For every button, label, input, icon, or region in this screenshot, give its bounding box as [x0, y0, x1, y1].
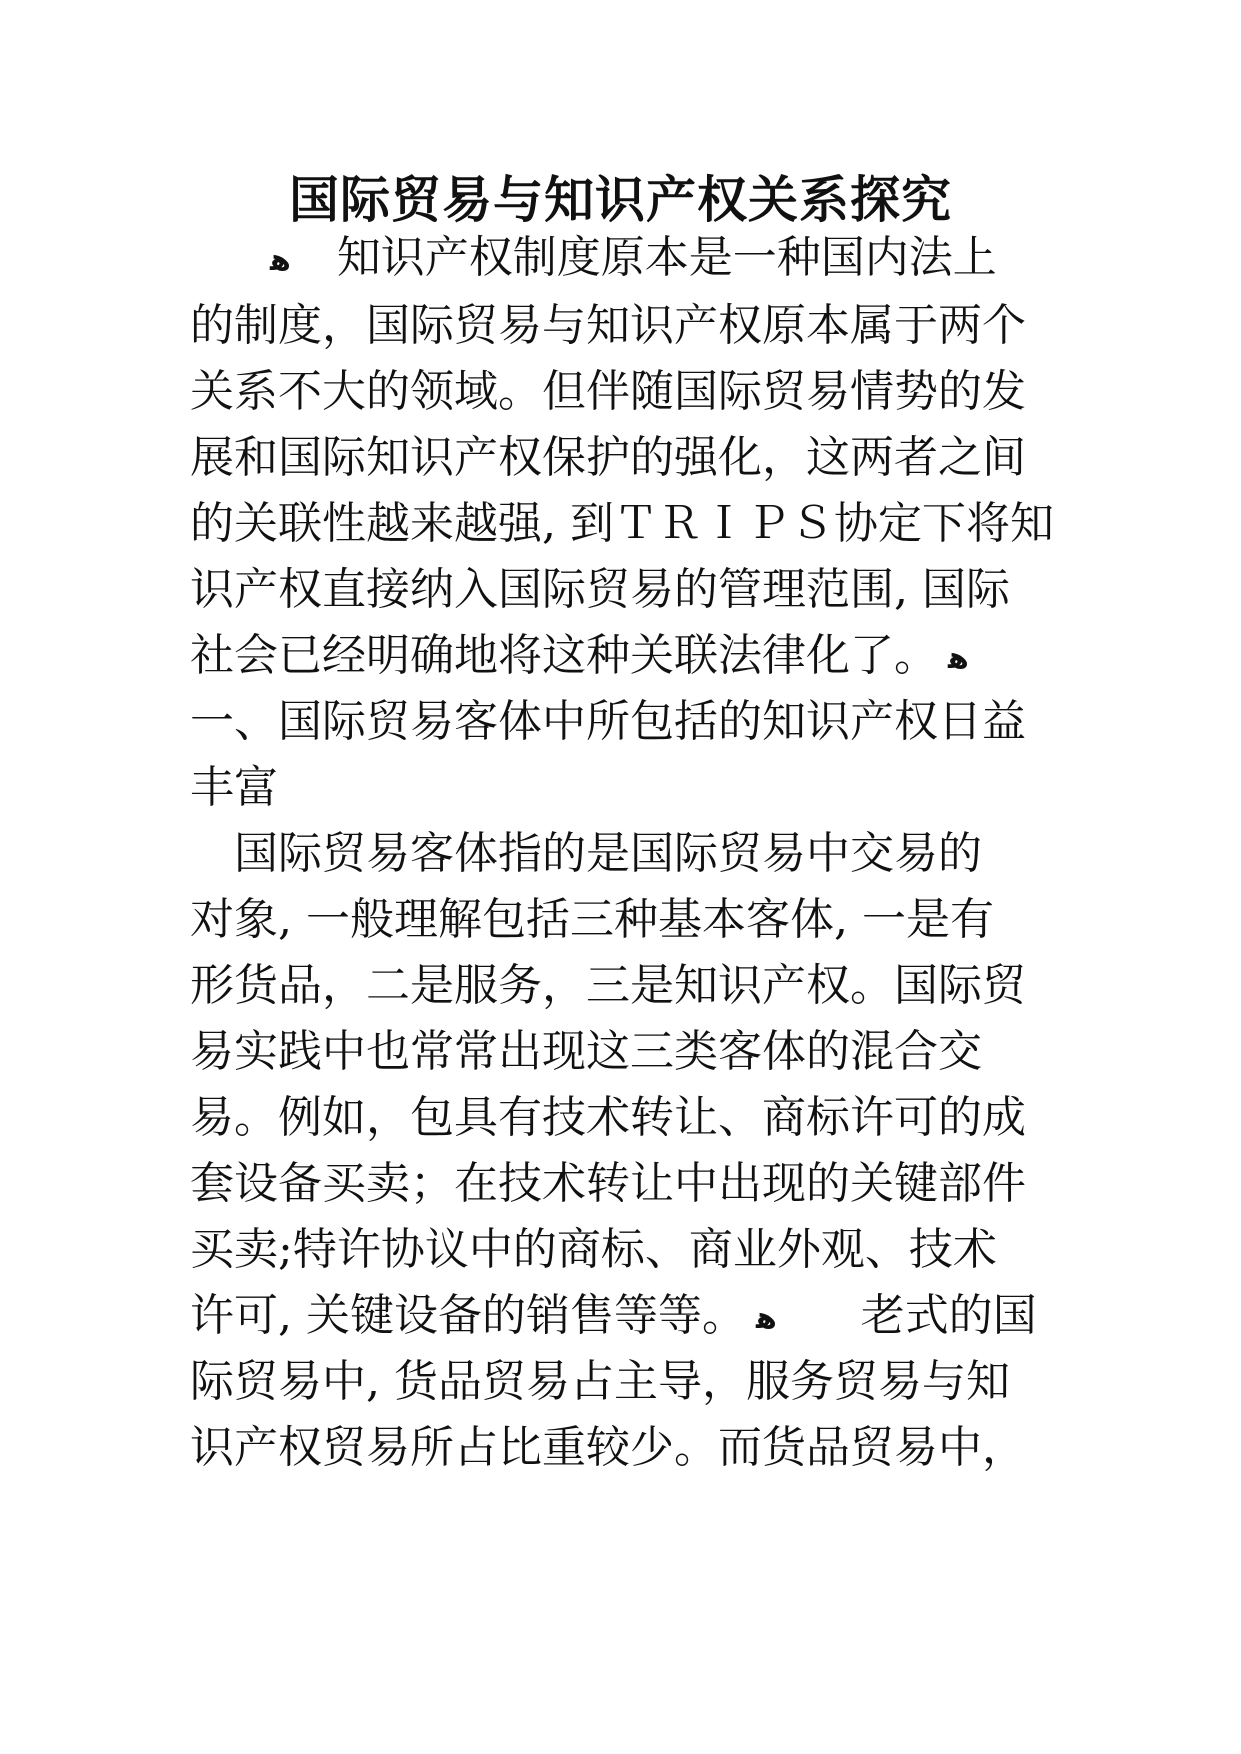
line-text: 许可, 关键设备的销售等等。 — [190, 1290, 746, 1341]
line-text: 老式的国 — [860, 1290, 1037, 1341]
paragraph-line: 识产权贸易所占比重较少。而货品贸易中， — [190, 1422, 1026, 1473]
paragraph-mark: ﻫ — [270, 242, 291, 278]
paragraph-mark: ﻫ — [948, 640, 969, 676]
section-heading-cont: 丰富 — [190, 762, 278, 813]
paragraph-line: 识产权直接纳入国际贸易的管理范围, 国际 — [190, 564, 1010, 615]
paragraph-line — [190, 628, 969, 687]
paragraph-line: 的关联性越来越强, 到ＴＲＩＰＳ协定下将知 — [190, 498, 1054, 549]
paragraph-line: 国际贸易客体指的是国际贸易中交易的 — [234, 828, 982, 879]
paragraph-line: 易。例如，包具有技术转让、商标许可的成 — [190, 1092, 1026, 1143]
line-text: 知识产权制度原本是一种国内法上 — [336, 232, 997, 283]
paragraph-line: 关系不大的领域。但伴随国际贸易情势的发 — [190, 366, 1026, 417]
paragraph-line — [190, 1288, 1037, 1347]
paragraph-line: 展和国际知识产权保护的强化，这两者之间 — [190, 432, 1026, 483]
paragraph-line: 买卖;特许协议中的商标、商业外观、技术 — [190, 1224, 997, 1275]
paragraph-line: 对象, 一般理解包括三种基本客体, 一是有 — [190, 894, 994, 945]
document-title: 国际贸易与知识产权关系探究 — [289, 170, 952, 229]
paragraph-mark: ﻫ — [755, 1300, 777, 1336]
paragraph-line: 形货品，二是服务，三是知识产权。国际贸 — [190, 960, 1026, 1011]
paragraph-line — [270, 230, 997, 289]
paragraph-line: 的制度，国际贸易与知识产权原本属于两个 — [190, 300, 1026, 351]
section-heading: 一、国际贸易客体中所包括的知识产权日益 — [190, 696, 1026, 747]
paragraph-line: 套设备买卖；在技术转让中出现的关键部件 — [190, 1158, 1026, 1209]
paragraph-line: 际贸易中, 货品贸易占主导，服务贸易与知 — [190, 1356, 1010, 1407]
line-text: 社会已经明确地将这种关联法律化了。 — [190, 630, 938, 681]
paragraph-line: 易实践中也常常出现这三类客体的混合交 — [190, 1026, 982, 1077]
